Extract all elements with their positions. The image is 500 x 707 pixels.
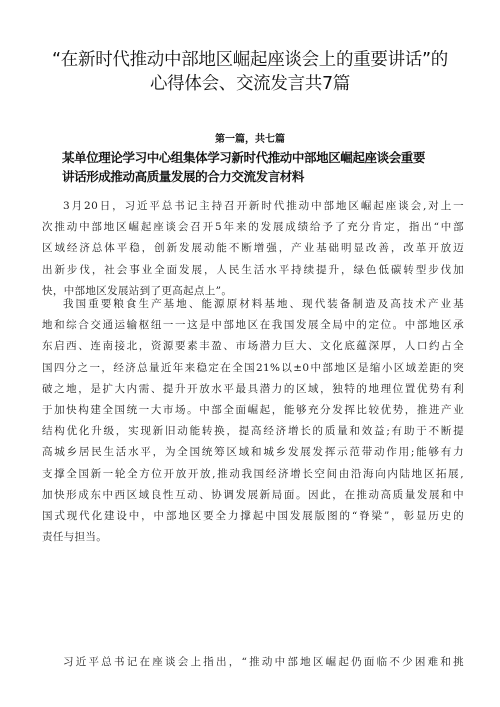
paragraph-line: 地和综合交通运输枢纽一一这是中部地区在我国发展全局中的定位。中部地区承 <box>42 319 464 332</box>
section-label: 第一篇，共七篇 <box>215 134 285 145</box>
paragraph-line: 出新步伐，社会事业全面发展，人民生活水平持续提升，绿色低碳转型步伐加 <box>42 263 464 276</box>
document-title-line: “在新时代推动中部地区崛起座谈会上的重要讲话”的 <box>52 50 448 70</box>
paragraph-line: 快，中部地区发展站到了更高起点上”。 <box>42 284 233 297</box>
speech-title-line: 讲话形成推动高质量发展的合力交流发言材料 <box>62 169 305 184</box>
paragraph-line: 结构优化升级，实现新旧动能转换，提高经济增长的质量和效益;有助于不断提 <box>42 425 464 438</box>
paragraph-line: 区域经济总体平稳，创新发展动能不断增强，产业基础明显改善，改革开放迈 <box>42 242 464 255</box>
paragraph-line: 3月20日，习近平总书记主持召开新时代推动中部地区崛起座谈会,对上一 <box>63 200 464 212</box>
paragraph-line: 我国重要粮食生产基地、能源原材料基地、现代装备制造及高技术产业基 <box>63 298 464 310</box>
paragraph-1 <box>42 196 464 302</box>
paragraph-line: 习近平总书记在座谈会上指出，“推动中部地区崛起仍面临不少困难和挑 <box>63 656 464 668</box>
paragraph-line: 国式现代化建设中，中部地区要全力撑起中国发展版图的“脊梁”，彰显历史的 <box>42 510 464 523</box>
paragraph-line: 破之地，是扩大内需、提升开放水平最具潜力的区域，独特的地理位置优势有利 <box>42 382 464 395</box>
speech-title <box>62 148 462 186</box>
speech-title-line: 某单位理论学习中心组集体学习新时代推动中部地区崛起座谈会重要 <box>62 150 426 165</box>
paragraph-line: 东启西、连南接北，资源要素丰盈、市场潜力巨大、文化底蕴深厚，人口约占全 <box>42 340 464 353</box>
paragraph-line: 高城乡居民生活水平，为全国统筹区域和城乡发展发挥示范带动作用;能够有力 <box>42 446 464 459</box>
document-title <box>40 48 460 96</box>
paragraph-line: 于加快构建全国统一大市场。中部全面崛起，能够充分发挥比较优势，推进产业 <box>42 404 464 417</box>
paragraph-line: 加快形成东中西区域良性互动、协调发展新局面。因此，在推动高质量发展和中 <box>42 488 464 501</box>
document-title-line: 心得体会、交流发言共7篇 <box>149 74 351 94</box>
paragraph-line: 责任与担当。 <box>42 531 108 544</box>
paragraph-3 <box>42 652 464 673</box>
paragraph-line: 国四分之一，经济总量近年来稳定在全国21%以±0中部地区是缩小区域差距的突 <box>42 361 464 374</box>
paragraph-2 <box>42 294 464 548</box>
paragraph-line: 次推动中部地区崛起座谈会召开5年来的发展成绩给予了充分肯定，指出“中部 <box>42 221 464 234</box>
paragraph-line: 支撑全国新一轮全方位开放开放,推动我国经济增长空间由沿海向内陆地区拓展, <box>42 467 464 480</box>
